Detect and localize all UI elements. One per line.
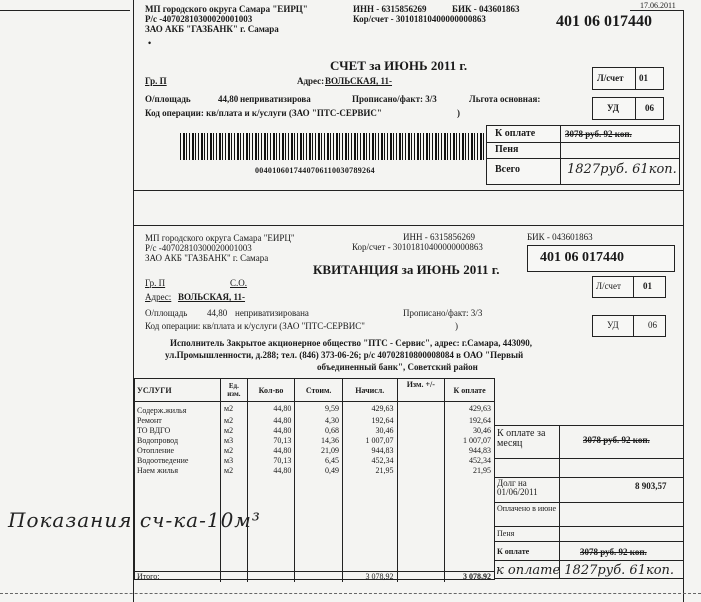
bullet: • (148, 38, 152, 48)
cell-to-pay: 192,64 (445, 416, 494, 426)
receipt-account-box (527, 245, 675, 272)
header-price: Стоим. (295, 379, 343, 402)
cell-price: 0,68 (295, 426, 343, 436)
cell-qty: 44,80 (247, 402, 295, 417)
receipt-op-close: ) (455, 321, 458, 331)
receipt-registered: Прописано/факт: 3/3 (403, 308, 483, 318)
bill-pay-row-line-2 (487, 158, 679, 159)
receipt-address: ВОЛЬСКАЯ, 11- (178, 292, 246, 302)
executor-line-2: ул.Промышленности, д.288; тел. (846) 373-06-26; р/с 40702810800008084 в ОАО "Первый (165, 350, 524, 360)
cell-unit: м2 (221, 402, 248, 417)
receipt-payee-org: МП городского округа Самара "ЕИРЦ" (145, 233, 295, 243)
bill-ls-value: 01 (639, 73, 648, 83)
bill-ls-label: Л/счет (597, 73, 624, 83)
cell-price: 0,49 (295, 466, 343, 476)
cell-change (397, 446, 445, 456)
cell-unit: м2 (221, 446, 248, 456)
account-number: 401 06 017440 (556, 13, 652, 30)
barcode-number: 0040106017440706110030789264 (255, 166, 375, 175)
summary-debt-value: 8 903,57 (635, 481, 667, 491)
executor-line-1: Исполнитель Закрытое акционерное общество "ПТС - Сервис", адрес: г.Самара, 443090, (170, 338, 533, 348)
cell-to-pay: 944,83 (445, 446, 494, 456)
receipt-ud-label: УД (607, 320, 619, 330)
cell-service: Водопровод (137, 436, 179, 445)
table-total-row (134, 572, 494, 583)
payee-bik: БИК - 043601863 (452, 4, 520, 14)
summary-line-4 (495, 526, 683, 527)
cell-accrued: 192,64 (342, 416, 397, 426)
section-separator-2 (133, 225, 683, 226)
cell-unit: м2 (221, 466, 248, 476)
cell-price: 4,30 (295, 416, 343, 426)
bill-ud-label: УД (607, 103, 619, 113)
cell-to-pay: 1 007,07 (445, 436, 494, 446)
bill-registered: Прописано/факт: 3/3 (352, 94, 437, 104)
summary-line-3 (495, 502, 683, 503)
receipt-ud-box (592, 315, 666, 337)
receipt-account-number: 401 06 017440 (540, 250, 624, 265)
cut-line (0, 593, 701, 594)
receipt-ls-divider (633, 277, 634, 297)
bill-title: СЧЕТ за ИЮНЬ 2011 г. (330, 58, 468, 73)
cell-unit: м3 (221, 456, 248, 466)
bill-pay-box (486, 125, 680, 185)
table-row (134, 436, 494, 446)
receipt-payee-inn: ИНН - 6315856269 (403, 232, 475, 242)
receipt-summary-box (494, 425, 684, 579)
executor-line-3: объединенный банк", Советский район (317, 362, 478, 372)
receipt-ls-label: Л/счет (596, 281, 621, 291)
receipt-op-code: Код операции: кв/плата и к/услуги (ЗАО "ПТС-СЕРВИС" (145, 321, 365, 331)
summary-paid-label: Оплачено в июне (497, 504, 557, 513)
cell-change (397, 456, 445, 466)
bill-op-code: Код операции: кв/плата и к/услуги (ЗАО "ПТС-СЕРВИС" (145, 108, 382, 118)
summary-line-6 (495, 560, 683, 561)
receipt-payee-bik: БИК - 043601863 (527, 232, 593, 242)
cell-qty: 44,80 (247, 466, 295, 476)
bill-gr: Гр. П (145, 76, 167, 86)
receipt-co: С.О. (230, 278, 248, 288)
cell-service: Отопление (137, 446, 175, 455)
table-row (134, 446, 494, 456)
cell-service: Содерж.жилья (137, 406, 187, 415)
bill-area-label: О/площадь (145, 94, 191, 104)
cell-to-pay: 21,95 (445, 466, 494, 476)
summary-pay-value: 3078 руб. 92 коп. (580, 547, 647, 557)
cell-change (397, 466, 445, 476)
cell-accrued: 30,46 (342, 426, 397, 436)
cell-accrued: 21,95 (342, 466, 397, 476)
bill-address: ВОЛЬСКАЯ, 11- (325, 76, 393, 86)
print-date: 17.06.2011 (640, 1, 676, 10)
handwritten-pay: к оплате 1827руб. 61коп. (496, 563, 675, 578)
receipt-gr: Гр. П (145, 278, 166, 288)
cell-to-pay: 30,46 (445, 426, 494, 436)
cell-price: 21,09 (295, 446, 343, 456)
bill-ud-box (592, 97, 664, 120)
barcode (180, 133, 487, 160)
cell-qty: 70,13 (247, 456, 295, 466)
cell-price: 6,45 (295, 456, 343, 466)
summary-penalty-label: Пеня (497, 529, 515, 538)
cell-service: Водоотведение (137, 456, 189, 465)
services-header-row (134, 379, 494, 402)
bill-pay-value: 3078 руб. 92 коп. (565, 129, 632, 139)
frame-top-left (0, 10, 130, 11)
section-separator-1 (133, 190, 683, 191)
cell-qty: 70,13 (247, 436, 295, 446)
total-to-pay: 3 078,92 (445, 572, 494, 583)
bill-privatized: неприватизирова (240, 94, 311, 104)
cell-unit: м3 (221, 436, 248, 446)
summary-month-value: 3078 руб. 92 коп. (583, 435, 650, 445)
cell-unit: м2 (221, 416, 248, 426)
receipt-address-label: Адрес: (145, 292, 172, 302)
receipt-ud-value: 06 (648, 320, 657, 330)
summary-pay-label: К оплате (497, 547, 530, 556)
header-accrued: Начисл. (342, 379, 397, 402)
bill-area-value: 44,80 (218, 94, 239, 104)
summary-debt-label: Долг на 01/06/2011 (497, 478, 538, 497)
bill-address-label: Адрес: (297, 76, 325, 86)
bill-pay-row-line-1 (487, 142, 679, 143)
bill-ud-value: 06 (645, 103, 654, 113)
receipt-title: КВИТАНЦИЯ за ИЮНЬ 2011 г. (313, 262, 500, 277)
header-to-pay: К оплате (445, 379, 494, 402)
header-change: Изм. +/- (397, 379, 445, 402)
total-label: Итого: (134, 572, 221, 583)
payee-bank: ЗАО АКБ "ГАЗБАНК" г. Самара (145, 24, 279, 34)
cell-service: Ремонт (137, 416, 162, 425)
bill-ls-divider (635, 68, 636, 89)
bill-penalty-label: Пеня (495, 144, 519, 155)
cell-qty: 44,80 (247, 416, 295, 426)
bill-pay-label: К оплате (495, 128, 536, 139)
table-row (134, 456, 494, 466)
cell-service: ТО ВДГО (137, 426, 171, 435)
bill-ud-divider (635, 98, 636, 119)
cell-qty: 44,80 (247, 426, 295, 436)
payee-inn: ИНН - 6315856269 (353, 4, 427, 14)
frame-top-right (630, 10, 683, 11)
cell-accrued: 944,83 (342, 446, 397, 456)
cell-change (397, 402, 445, 417)
bill-pay-divider (560, 126, 561, 184)
table-row (134, 426, 494, 436)
cell-price: 9,59 (295, 402, 343, 417)
header-services: УСЛУГИ (134, 379, 221, 402)
receipt-area-value: 44,80 (207, 308, 228, 318)
receipt-ud-divider (633, 316, 634, 336)
cell-accrued: 1 007,07 (342, 436, 397, 446)
receipt-ls-box (592, 276, 666, 298)
cell-change (397, 426, 445, 436)
cell-accrued: 429,63 (342, 402, 397, 417)
bill-total-label: Всего (495, 164, 520, 175)
cell-qty: 44,80 (247, 446, 295, 456)
cell-change (397, 416, 445, 426)
services-table (134, 379, 494, 582)
cell-to-pay: 452,34 (445, 456, 494, 466)
cell-accrued: 452,34 (342, 456, 397, 466)
summary-line-5 (495, 541, 683, 542)
receipt-payee-corr: Кор/счет - 30101810400000000863 (352, 242, 483, 252)
header-unit: Ед. изм. (221, 379, 248, 402)
receipt-privatized: неприватизирована (235, 308, 309, 318)
summary-line-1 (495, 458, 683, 459)
receipt-payee-bank: ЗАО АКБ "ГАЗБАНК" г. Самара (145, 253, 269, 263)
cell-to-pay: 429,63 (445, 402, 494, 417)
handwritten-readings: Показания сч-ка-10м³ (8, 508, 261, 532)
table-row (134, 416, 494, 426)
summary-month-label: К оплате за месяц (497, 428, 546, 449)
receipt-payee-account: Р/с -40702810300020001003 (145, 243, 252, 253)
payee-account: Р/с -40702810300020001003 (145, 14, 253, 24)
cell-change (397, 436, 445, 446)
bill-ls-box (592, 67, 664, 90)
receipt-ls-value: 01 (643, 281, 652, 291)
total-accrued: 3 078,92 (342, 572, 397, 583)
cell-service: Наем жилья (137, 466, 179, 475)
receipt-area-label: О/площадь (145, 308, 188, 318)
bill-benefit: Льгота основная: (469, 94, 541, 104)
bill-op-close: ) (457, 108, 460, 118)
bill-total-handwritten: 1827руб. 61коп. (567, 162, 677, 177)
cell-price: 14,36 (295, 436, 343, 446)
table-row (134, 466, 494, 476)
table-row (134, 402, 494, 417)
header-qty: Кол-во (247, 379, 295, 402)
payee-corr: Кор/счет - 30101810400000000863 (353, 14, 486, 24)
payee-org: МП городского округа Самара "ЕИРЦ" (145, 4, 308, 14)
cell-unit: м2 (221, 426, 248, 436)
